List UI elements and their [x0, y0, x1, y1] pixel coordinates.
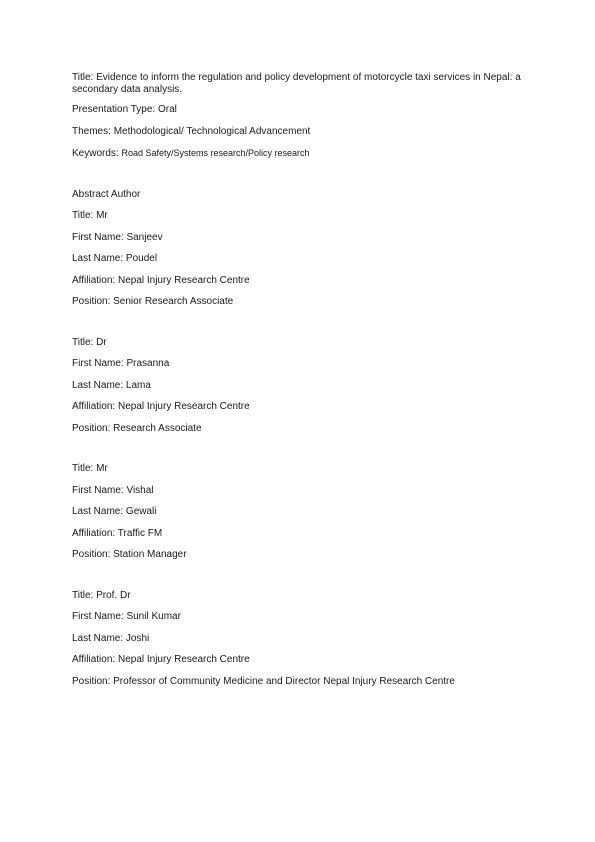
author-position	[72, 676, 532, 688]
keywords-line	[72, 147, 532, 160]
presentation-type-line	[72, 104, 532, 116]
author-title-value: Mr	[96, 210, 108, 221]
author-title	[72, 590, 532, 602]
author-title	[72, 210, 532, 222]
author-position-value: Station Manager	[113, 549, 187, 560]
author-title-label: Title:	[72, 463, 94, 474]
author-first-name-label: First Name:	[72, 484, 124, 496]
author-position-label: Position:	[72, 675, 111, 687]
author-title-value: Mr	[96, 463, 108, 474]
author-last-name-label: Last Name:	[72, 253, 124, 264]
author-position-label: Position:	[72, 422, 111, 434]
author-position	[72, 549, 532, 561]
author-spacer	[72, 444, 532, 463]
author-first-name	[72, 232, 532, 244]
author-last-name-label: Last Name:	[72, 632, 124, 644]
author-affiliation	[72, 275, 532, 287]
author-affiliation-value: Nepal Injury Research Centre	[117, 274, 250, 286]
author-first-name-label: First Name:	[72, 358, 124, 369]
author-title-value: Prof. Dr	[96, 589, 131, 601]
author-position-value: Research Associate	[113, 422, 202, 434]
author-affiliation	[72, 654, 532, 666]
document-content	[72, 72, 532, 697]
author-position	[72, 423, 532, 435]
author-affiliation	[72, 528, 532, 540]
author-position-value: Senior Research Associate	[113, 296, 234, 307]
abstract-title-value: Evidence to inform the regulation and policy development of motorcycle taxi services in Nepal: a secondary data analysis.	[72, 72, 521, 95]
author-first-name-value: Vishal	[126, 484, 154, 496]
author-affiliation-value: Nepal Injury Research Centre	[117, 654, 250, 665]
author-title	[72, 337, 532, 349]
author-last-name-value: Joshi	[125, 632, 150, 644]
author-first-name	[72, 611, 532, 623]
keywords-label: Keywords:	[72, 148, 119, 159]
presentation-type-label: Presentation Type:	[72, 104, 156, 115]
author-first-name-value: Sunil Kumar	[126, 611, 181, 622]
keywords-value: Road Safety/Systems research/Policy research	[121, 148, 310, 158]
themes-value: Methodological/ Technological Advancement	[113, 125, 311, 137]
author-affiliation-label: Affiliation:	[72, 274, 116, 286]
author-first-name-value: Sanjeev	[126, 231, 163, 243]
author-title-label: Title:	[72, 589, 94, 601]
presentation-type-value: Oral	[157, 104, 177, 115]
themes-label: Themes:	[72, 125, 111, 137]
author-last-name	[72, 253, 532, 265]
author-affiliation-value: Nepal Injury Research Centre	[117, 401, 250, 412]
author-first-name-label: First Name:	[72, 611, 124, 622]
author-last-name-value: Lama	[125, 379, 151, 391]
author-affiliation-label: Affiliation:	[72, 654, 116, 665]
author-last-name	[72, 380, 532, 392]
author-title-label: Title:	[72, 210, 94, 221]
author-first-name	[72, 358, 532, 370]
abstract-title-label: Title:	[72, 72, 94, 83]
author-first-name-value: Prasanna	[126, 358, 170, 369]
author-first-name	[72, 485, 532, 497]
author-title-value: Dr	[96, 336, 107, 348]
author-section-heading: Abstract Author	[72, 188, 141, 200]
themes-line	[72, 126, 532, 138]
author-spacer	[72, 318, 532, 337]
author-last-name-label: Last Name:	[72, 506, 124, 517]
author-last-name	[72, 633, 532, 645]
author-title-label: Title:	[72, 336, 94, 348]
author-affiliation	[72, 401, 532, 413]
author-last-name-label: Last Name:	[72, 379, 124, 391]
abstract-title	[72, 72, 532, 96]
author-position	[72, 296, 532, 308]
author-first-name-label: First Name:	[72, 231, 124, 243]
author-position-label: Position:	[72, 296, 111, 307]
author-position-value: Professor of Community Medicine and Director Nepal Injury Research Centre	[113, 675, 455, 687]
author-affiliation-value: Traffic FM	[117, 527, 163, 539]
author-affiliation-label: Affiliation:	[72, 401, 116, 412]
author-last-name-value: Poudel	[125, 253, 158, 264]
section-spacer	[72, 170, 532, 189]
author-title	[72, 463, 532, 475]
author-last-name	[72, 506, 532, 518]
author-spacer	[72, 571, 532, 590]
author-position-label: Position:	[72, 549, 111, 560]
author-affiliation-label: Affiliation:	[72, 527, 116, 539]
author-last-name-value: Gewali	[125, 506, 157, 517]
